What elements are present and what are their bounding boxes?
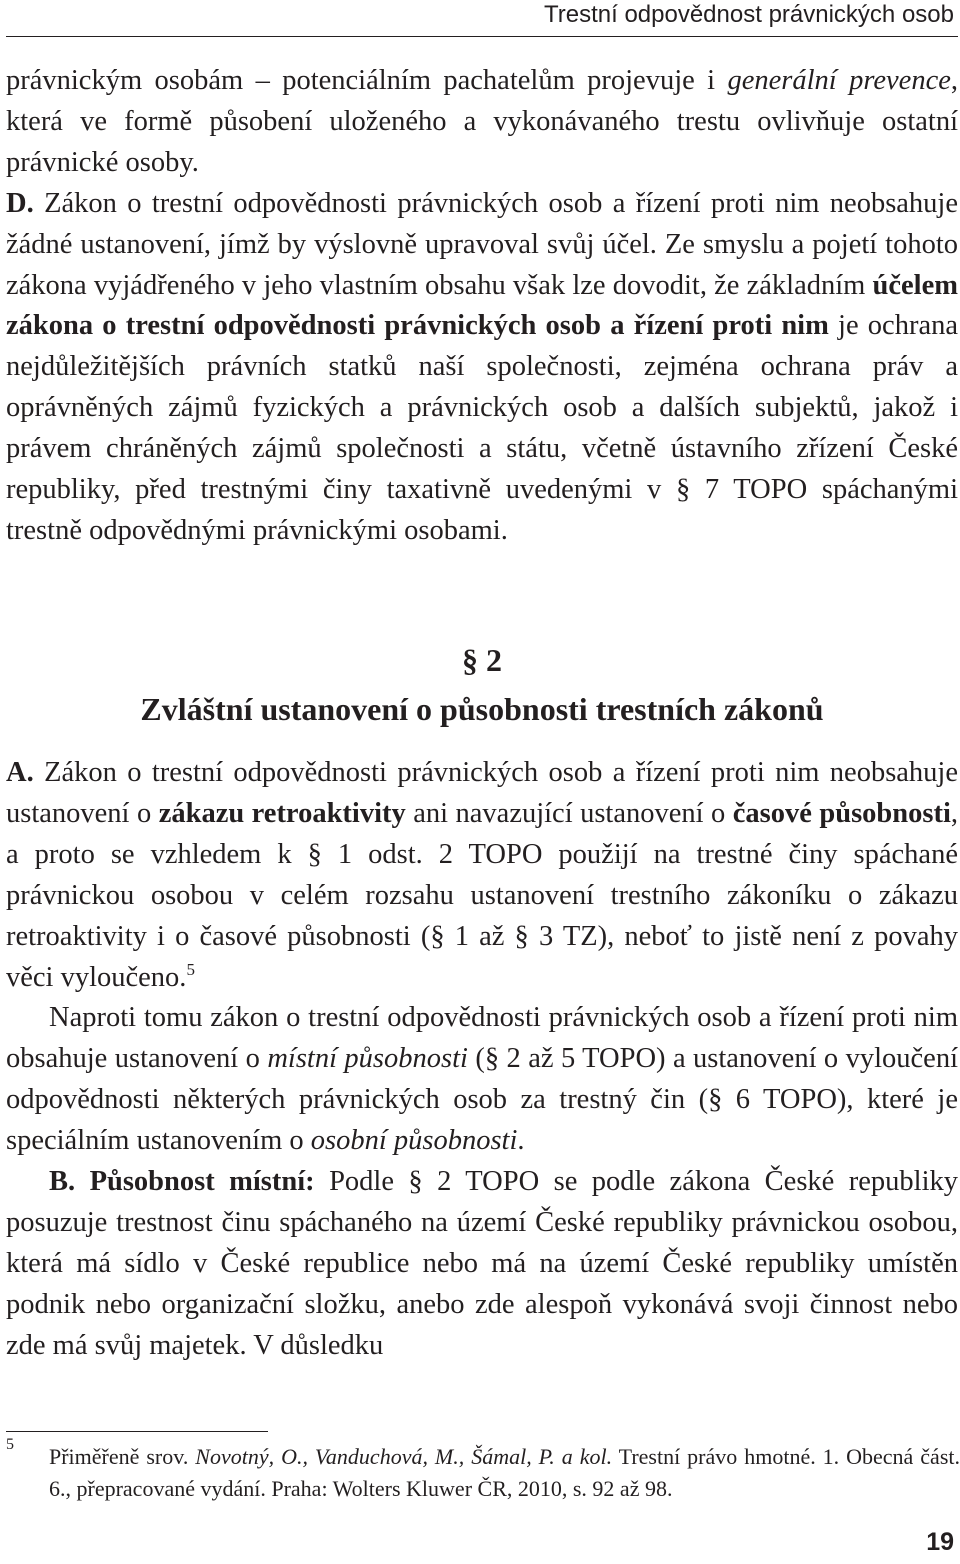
running-header: Trestní odpovědnost právnických osob: [543, 1, 954, 28]
footnote-text: Přiměřeně srov. Novotný, O., Vanduchová, M., Šámal, P. a kol. Trestní právo hmotné. 1. Obecná část. 6., přepracované vydání. Praha: Wolters Kluwer ČR, 2010, s. 92 až 98.: [49, 1444, 960, 1501]
paragraph-naproti: Naproti tomu zákon o trestní odpovědnosti právnických osob a řízení proti nim obsahuje ustanovení o místní působnosti (§ 2 až 5 TOPO) a ustanovení o vyloučení odpovědnosti některých právnických osob za trestný čin (§ 6 TOPO), které je speciálním ustanovením o osobní působnosti.: [6, 1002, 958, 1157]
section-number: § 2: [462, 642, 502, 678]
header-rule: [6, 36, 958, 37]
page-number: 19: [926, 1528, 954, 1556]
paragraph-d: D. Zákon o trestní odpovědnosti právnických osob a řízení proti nim neobsahuje žádné ustanovení, jímž by výslovně upravoval svůj účel. Ze smyslu a pojetí tohoto zákona vyjádřeného v jeho vlastním obsahu však lze dovodit, že základním účelem zákona o trestní odpovědnosti právnických osob a řízení proti nim je ochrana nejdůležitějších právních statků naší společnosti, zejména ochrana práv a oprávněných zájmů fyzických a právnických osob a dalších subjektů, jakož i právem chráněných zájmů společnosti a státu, včetně ústavního zřízení České republiky, před trestnými činy taxativně uvedenými v § 7 TOPO spáchanými trestně odpovědnými právnickými osobami.: [6, 187, 959, 546]
footnote-reference[interactable]: 5: [186, 959, 195, 979]
body-text: [6, 753, 958, 1367]
paragraph-label: A.: [6, 757, 34, 788]
paragraph-label: B. Působnost místní:: [49, 1166, 315, 1198]
footnote: [6, 1436, 960, 1504]
paragraph-b: B. Působnost místní: Podle § 2 TOPO se podle zákona České republiky posuzuje trestnost činu spáchaného na území České republiky právnickou osobou, která má sídlo v České republice nebo má na území České republiky umístěn podnik nebo organizační složku, anebo zde alespoň vykonává svoji činnost nebo zde má svůj majetek. V důsledku: [6, 1166, 958, 1361]
paragraph-label: D.: [6, 187, 34, 219]
section-title: Zvláštní ustanovení o působnosti trestních zákonů: [140, 691, 824, 727]
footnote-rule: [6, 1431, 268, 1432]
paragraph-general-prevention: právnickým osobám – potenciálním pachatelům projevuje i generální prevence, která ve formě působení uloženého a vykonávaného trestu ovlivňuje ostatní právnické osoby.: [6, 65, 958, 178]
intro-text: [6, 61, 958, 552]
paragraph-a: A. Zákon o trestní odpovědnosti právnických osob a řízení proti nim neobsahuje ustanovení o zákazu retroaktivity ani navazující ustanovení o časové působnosti, a proto se vzhledem k § 1 odst. 2 TOPO použijí na trestné činy spáchané právnickou osobou v celém rozsahu ustanovení trestního zákoníku o zákazu retroaktivity i o časové působnosti (§ 1 až § 3 TZ), neboť to jistě není z povahy věci vyloučeno.$^5$: [6, 757, 959, 993]
footnote-number: 5: [6, 1436, 14, 1453]
